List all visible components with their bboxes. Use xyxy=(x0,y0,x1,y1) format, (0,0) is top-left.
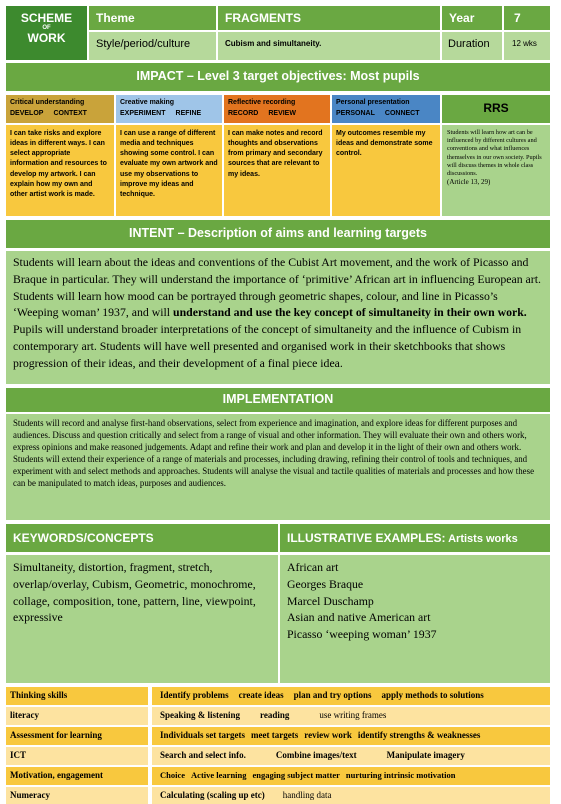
skill-part: use writing frames xyxy=(319,710,387,720)
skill-part: Identify problems xyxy=(160,690,229,700)
skill-part: create ideas xyxy=(238,690,284,700)
impact-col-title: Reflective recording xyxy=(228,99,296,106)
impact-col-sub: REFINE xyxy=(175,109,202,117)
skill-label-literacy: literacy xyxy=(6,707,148,725)
impact-col-sub: EXPERIMENT xyxy=(120,109,166,117)
impact-col-title: Creative making xyxy=(120,99,175,106)
scheme-of-label: OF xyxy=(42,25,51,31)
skill-part: Choice xyxy=(160,770,186,780)
impact-col-sub: PERSONAL xyxy=(336,109,375,117)
theme-value: FRAGMENTS xyxy=(218,6,440,30)
skill-part: identify strengths & weaknesses xyxy=(357,730,481,740)
impact-col-personal-body: My outcomes resemble my ideas and demonstrate some control. xyxy=(332,125,440,216)
rrs-article: (Article 13, 29) xyxy=(447,178,491,187)
skill-part: Combine images/text xyxy=(275,750,357,760)
impact-col-sub: DEVELOP xyxy=(10,109,44,117)
skill-part: handling data xyxy=(282,790,332,800)
examples-title xyxy=(280,524,550,552)
style-label: Style/period/culture xyxy=(89,32,216,60)
implementation-body: Students will record and analyse first-hand observations, select from experience and imagination, and explore ideas for different purposes and audiences. Discuss and question critically and select from a range of visual and other information. They will evaluate their own and others work, express opinions and make reasoned judgements. Adapt and refine their work and plan and develop it in the light of their own and others work. Students will extend their experience of a range of materials and processes, including drawing, refining their control of tools and techniques, and experiment with and select methods and approaches. Students will analyse the visual and tactile qualities of materials and processes and how these can be manipulated to match ideas, purposes and audiences. xyxy=(6,414,550,520)
impact-col-title: Critical understanding xyxy=(10,99,85,106)
impact-col-critical-body: I can take risks and explore ideas in different ways. I can select appropriate information and resources to develop my artwork. I can explain how my own and other artist work is made. xyxy=(6,125,114,216)
impact-col-sub: RECORD xyxy=(228,109,259,117)
impact-col-reflective-header xyxy=(224,95,330,123)
impact-col-sub: CONNECT xyxy=(384,109,420,117)
skill-part: engaging subject matter xyxy=(252,770,340,780)
impact-col-sub: CONTEXT xyxy=(53,109,87,117)
keywords-title: KEYWORDS/CONCEPTS xyxy=(6,524,278,552)
scheme-of-work-badge xyxy=(6,6,87,60)
example-item: Marcel Duschamp xyxy=(287,593,374,608)
skill-label-thinking: Thinking skills xyxy=(6,687,148,705)
skill-part: nurturing intrinsic motivation xyxy=(345,770,456,780)
year-value: 7 xyxy=(504,6,550,30)
rrs-body xyxy=(442,125,550,216)
impact-title: IMPACT – Level 3 target objectives: Most pupils xyxy=(6,63,550,91)
impact-col-personal-header xyxy=(332,95,440,123)
skill-part: meet targets xyxy=(251,730,299,740)
example-item: Georges Braque xyxy=(287,576,364,591)
skill-label-numeracy: Numeracy xyxy=(6,787,148,804)
example-item: Asian and native American art xyxy=(287,610,431,625)
skill-part: review work xyxy=(304,730,352,740)
rrs-body-text: Students will learn how art can be influenced by different cultures and conventions and what influences themselves in our own society. Pupils will discuss themes in whole class discussions. xyxy=(447,129,542,177)
keywords-body: Simultaneity, distortion, fragment, stretch, overlap/overlay, Cubism, Geometric, monochrome, collage, composition, tone, pattern, line, viewpoint, expressive xyxy=(6,555,278,683)
skill-row-literacy xyxy=(152,707,550,725)
intent-key-concept: understand and use the key concept of simultaneity in their own work. xyxy=(173,305,527,320)
skill-part: Active learning xyxy=(191,770,247,780)
intent-title: INTENT – Description of aims and learning targets xyxy=(6,220,550,248)
impact-col-title: Personal presentation xyxy=(336,99,410,106)
style-value: Cubism and simultaneity. xyxy=(218,32,440,60)
intent-text-cont: Pupils will understand broader interpretations of the concept of simultaneity and the influence of Cubism in contemporary art. Students will have well presented and organised work in their sketchbooks that shows progression of their ideas, and their development of a final piece idea. xyxy=(13,322,522,370)
scheme-label: SCHEME xyxy=(20,11,73,25)
examples-title-main: ILLUSTRATIVE EXAMPLES: xyxy=(287,531,446,545)
duration-label: Duration xyxy=(442,32,502,60)
duration-value: 12 wks xyxy=(504,32,550,60)
skill-label-motivation: Motivation, engagement xyxy=(6,767,148,785)
skill-row-motivation xyxy=(152,767,550,785)
intent-text: Students will learn about the ideas and conventions of the Cubist Art movement, and the work of Picasso and Braque in particular. They will understand the importance of ‘primitive’ African art in influencing European art. Students will learn how mood can be portrayed through geometric shapes, colour, and line in Picasso’s ‘Weeping woman’ 1937, and will xyxy=(13,255,541,320)
skill-part: apply methods to solutions xyxy=(381,690,484,700)
skill-row-numeracy xyxy=(152,787,550,804)
skill-part: Individuals set targets xyxy=(160,730,246,740)
impact-col-critical-header xyxy=(6,95,114,123)
skill-part: reading xyxy=(260,710,290,720)
implementation-title: IMPLEMENTATION xyxy=(6,388,550,412)
example-item: Picasso ‘weeping woman’ 1937 xyxy=(287,627,437,641)
impact-col-creative-header xyxy=(116,95,222,123)
impact-col-sub: REVIEW xyxy=(268,109,296,117)
skill-label-ict: ICT xyxy=(6,747,148,765)
intent-body xyxy=(6,251,550,384)
skill-label-assessment: Assessment for learning xyxy=(6,727,148,745)
skill-part: plan and try options xyxy=(293,690,372,700)
skill-part: Calculating (scaling up etc) xyxy=(160,790,265,800)
skill-row-thinking xyxy=(152,687,550,705)
scheme-work-label: WORK xyxy=(27,31,66,45)
impact-col-reflective-body: I can make notes and record thoughts and observations from primary and secondary sources that are relevant to my ideas. xyxy=(224,125,330,216)
theme-label: Theme xyxy=(89,6,216,30)
skill-part: Search and select info. xyxy=(160,750,246,760)
rrs-title: RRS xyxy=(442,95,550,123)
skill-part: Manipulate imagery xyxy=(386,750,465,760)
impact-col-creative-body: I can use a range of different media and techniques showing some control. I can evaluate my own artwork and use my observations to improve my ideas and technique. xyxy=(116,125,222,216)
year-label: Year xyxy=(442,6,502,30)
skill-part: Speaking & listening xyxy=(160,710,241,720)
examples-title-sub: Artists works xyxy=(445,533,518,545)
examples-body xyxy=(280,555,550,683)
skill-row-ict xyxy=(152,747,550,765)
example-item: African art xyxy=(287,560,339,574)
skill-row-assessment xyxy=(152,727,550,745)
